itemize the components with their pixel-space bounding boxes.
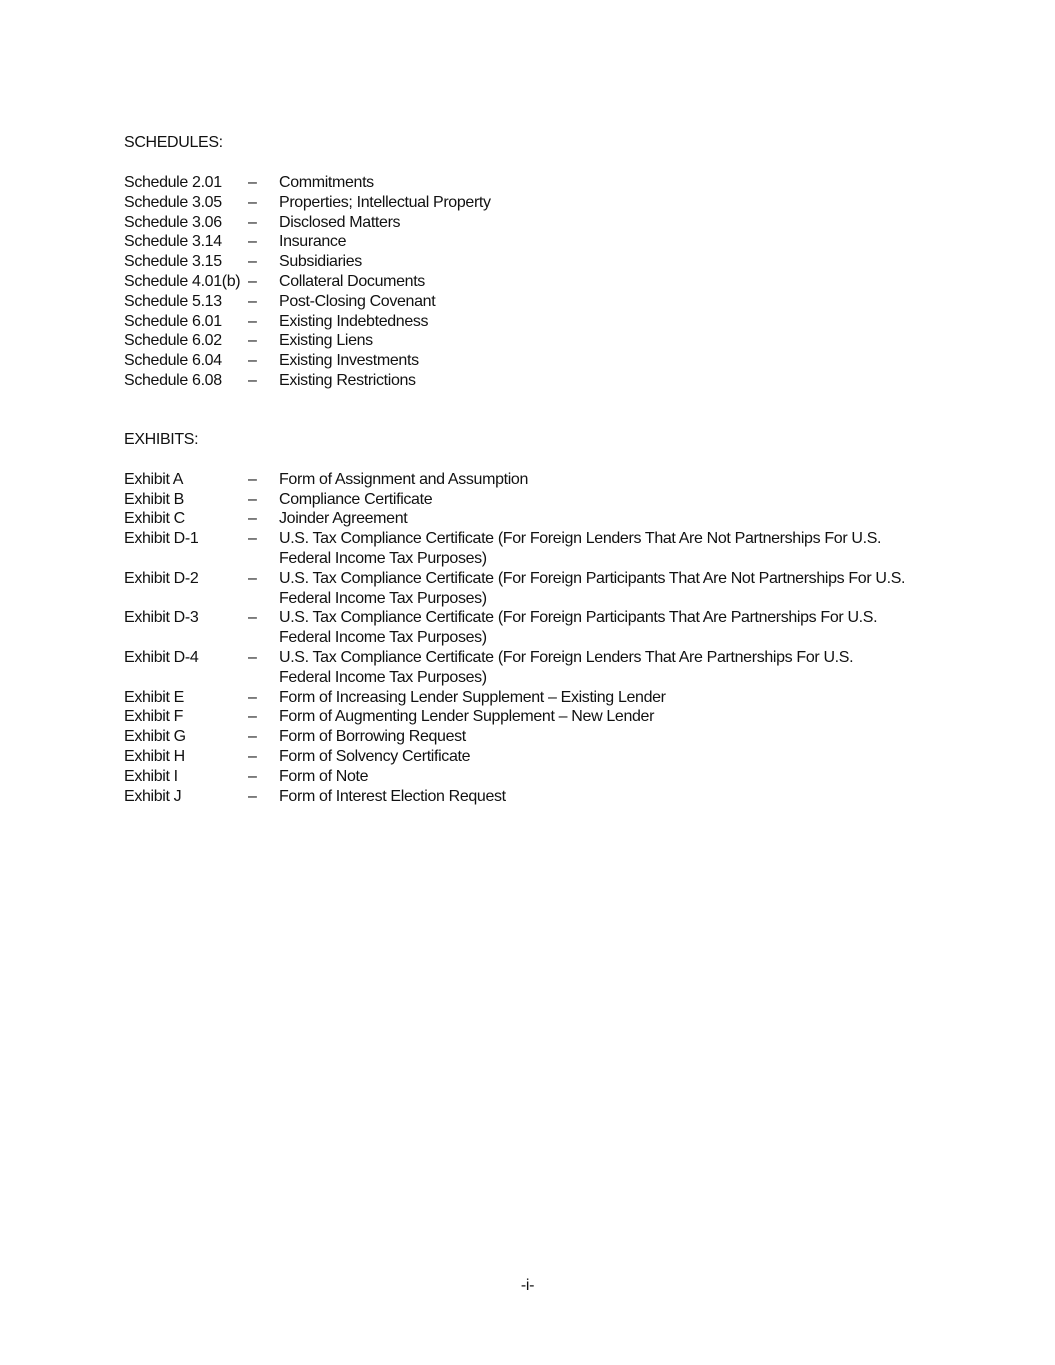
schedule-title: Existing Investments [279,352,419,370]
schedule-ref: Schedule 6.02 [124,332,222,350]
exhibit-title: Form of Interest Election Request [279,787,506,805]
exhibit-item [124,787,924,807]
exhibit-item [124,707,924,727]
dash-separator: – [248,569,257,587]
exhibit-ref: Exhibit C [124,510,185,528]
exhibit-title: Form of Solvency Certificate [279,747,471,765]
schedule-item [124,173,924,193]
dash-separator: – [248,292,257,310]
exhibit-title: U.S. Tax Compliance Certificate (For Foreign Lenders That Are Not Partnerships For U.S. Federal Income Tax Purposes) [279,530,882,567]
dash-separator: – [248,371,257,389]
schedule-item [124,272,924,292]
schedule-ref: Schedule 3.15 [124,253,222,271]
exhibit-item [124,688,924,708]
exhibit-ref: Exhibit G [124,728,186,746]
exhibit-title: U.S. Tax Compliance Certificate (For Foreign Participants That Are Partnerships For U.S. Federal Income Tax Purposes) [279,609,878,647]
exhibit-item [124,608,924,648]
exhibit-ref: Exhibit F [124,708,184,726]
schedule-item [124,292,924,312]
exhibit-title: Form of Borrowing Request [279,728,466,746]
exhibit-item [124,648,924,688]
exhibits-heading: EXHIBITS: [124,430,199,448]
schedule-title: Subsidiaries [279,253,362,271]
schedule-title: Collateral Documents [279,272,425,290]
exhibit-ref: Exhibit D-4 [124,648,199,666]
schedule-ref: Schedule 4.01(b) [124,272,241,290]
exhibit-title: Form of Assignment and Assumption [279,470,529,488]
dash-separator: – [248,233,257,251]
dash-separator: – [248,767,257,785]
exhibit-ref: Exhibit J [124,787,182,805]
schedule-title: Post-Closing Covenant [279,292,436,310]
schedule-ref: Schedule 3.06 [124,213,222,231]
exhibit-item [124,727,924,747]
exhibit-item [124,470,924,490]
exhibit-ref: Exhibit D-3 [124,609,199,627]
dash-separator: – [248,332,257,350]
schedule-ref: Schedule 2.01 [124,174,222,191]
exhibit-ref: Exhibit I [124,767,178,785]
exhibit-ref: Exhibit B [124,490,184,508]
exhibit-title: Form of Increasing Lender Supplement – Existing Lender [279,688,666,706]
schedule-title: Insurance [279,233,347,251]
schedule-item [124,213,924,233]
exhibits-list [124,470,924,807]
dash-separator: – [248,213,257,231]
exhibit-title: U.S. Tax Compliance Certificate (For Foreign Participants That Are Not Partnerships For U.S. Federal Income Tax Purposes) [279,569,906,607]
schedule-item [124,193,924,213]
schedule-item [124,232,924,252]
exhibit-title: Form of Note [279,767,369,785]
exhibit-ref: Exhibit D-1 [124,530,199,548]
dash-separator: – [248,648,257,666]
schedule-title: Existing Liens [279,332,373,350]
dash-separator: – [248,747,257,765]
schedule-title: Existing Indebtedness [279,312,429,330]
schedule-ref: Schedule 6.08 [124,371,222,389]
exhibit-ref: Exhibit A [124,470,184,488]
dash-separator: – [248,708,257,726]
exhibit-title: Form of Augmenting Lender Supplement – New Lender [279,708,655,726]
schedule-ref: Schedule 5.13 [124,292,222,310]
exhibit-item [124,490,924,510]
schedule-item [124,331,924,351]
dash-separator: – [248,253,257,271]
dash-separator: – [248,787,257,805]
exhibit-item [124,529,924,569]
dash-separator: – [248,510,257,528]
schedule-item [124,351,924,371]
schedule-ref: Schedule 3.05 [124,193,222,211]
dash-separator: – [248,193,257,211]
dash-separator: – [248,272,257,290]
exhibit-ref: Exhibit E [124,688,184,706]
exhibit-title: Compliance Certificate [279,490,433,508]
dash-separator: – [248,530,257,548]
dash-separator: – [248,490,257,508]
schedule-title: Disclosed Matters [279,213,401,231]
schedule-ref: Schedule 3.14 [124,233,222,251]
exhibit-title: Joinder Agreement [279,510,408,528]
exhibit-item [124,509,924,529]
schedule-item [124,371,924,391]
dash-separator: – [248,688,257,706]
schedule-title: Commitments [279,174,374,191]
schedule-ref: Schedule 6.04 [124,352,222,370]
dash-separator: – [248,312,257,330]
exhibit-title: U.S. Tax Compliance Certificate (For Foreign Lenders That Are Partnerships For U.S. Federal Income Tax Purposes) [279,648,854,686]
dash-separator: – [248,728,257,746]
page-number: -i- [520,1277,535,1294]
schedule-title: Existing Restrictions [279,371,416,389]
exhibit-ref: Exhibit H [124,747,185,765]
schedules-heading: SCHEDULES: [124,134,223,151]
document-page [124,133,924,806]
dash-separator: – [248,470,257,488]
exhibit-item [124,747,924,767]
schedule-item [124,252,924,272]
dash-separator: – [248,174,257,191]
exhibit-item [124,569,924,609]
exhibit-item [124,767,924,787]
schedule-ref: Schedule 6.01 [124,312,222,330]
schedule-title: Properties; Intellectual Property [279,193,491,211]
exhibit-ref: Exhibit D-2 [124,569,199,587]
dash-separator: – [248,352,257,370]
dash-separator: – [248,609,257,627]
schedules-list [124,173,924,391]
schedule-item [124,312,924,332]
